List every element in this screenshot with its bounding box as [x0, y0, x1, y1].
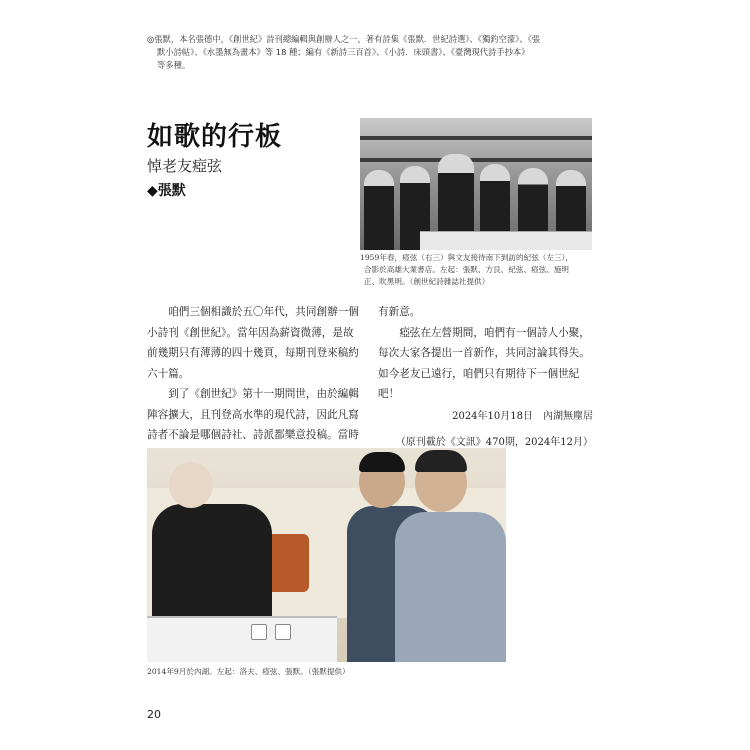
- bio-line-3: 等多種。: [157, 60, 191, 70]
- caption-line: 1959年春，瘂弦（右三）與文友接待南下到訪的紀弦（左三），: [360, 253, 573, 262]
- article-title: 如歌的行板: [147, 122, 283, 152]
- person-figure: [395, 512, 506, 662]
- body-paragraph: 咱們三個相識於五〇年代，共同創辦一個小詩刊《創世紀》。當年因為薪資微薄，是故前幾期只有薄薄的四十幾頁，每期刊登來稿約六十篇。: [147, 306, 359, 380]
- body-paragraph: 到了《創世紀》第十一期問世，由於編輯陣容擴大，且刊登高水準的現代詩，因此凡寫詩者不論是哪個詩社、詩派都樂意投稿。當時: [147, 388, 359, 441]
- person-hair: [359, 452, 405, 472]
- photo1-caption: [360, 252, 593, 288]
- teacup: [275, 624, 291, 640]
- article-subtitle: 悼老友瘂弦: [147, 157, 223, 175]
- signature-date: 2024年10月18日 內湖無塵居: [452, 410, 593, 422]
- body-column-right: [378, 302, 593, 454]
- title-block: [147, 116, 282, 176]
- author-bio-note: [147, 33, 602, 72]
- bookshelf-line: [360, 136, 592, 140]
- person-hair: [415, 450, 467, 472]
- caption-line: 正、吹黑明。（創世紀詩雜誌社提供）: [364, 277, 490, 286]
- bio-line-2: 默小詩帖》、《水墨無為畫本》等 18 種；編有《新詩三百首》、《小詩．床頭書》、《臺灣現代詩手抄本》: [157, 47, 530, 57]
- body-paragraph: 瘂弦在左營期間，咱們有一個詩人小聚，每次大家各提出一首新作，共同討論其得失。如今老友已遠行，咱們只有期待下一個世紀吧！: [378, 326, 590, 400]
- page-number: 20: [147, 708, 161, 721]
- source-note: （原刊載於《文訊》470期，2024年12月）: [395, 437, 593, 448]
- article-author: ◆張默: [147, 183, 186, 199]
- photo2-caption: 2014年9月於內湖。左起：洛夫、瘂弦、張默。（張默提供）: [147, 667, 350, 676]
- bio-line-1: ◎張默，本名張德中，《創世紀》詩刊總編輯與創辦人之一，著有詩集《張默．世紀詩選》、《獨釣空濛》、《張: [147, 34, 541, 44]
- coffee-table: [147, 616, 337, 662]
- group-photo-2014: [147, 448, 506, 662]
- group-photo-1959: [360, 118, 592, 250]
- person-head: [169, 462, 213, 508]
- caption-line: 合影於高雄大業書店。左起：張默、方艮、紀弦、瘂弦、施明: [364, 265, 570, 274]
- teacup: [251, 624, 267, 640]
- bookshelf-line: [360, 158, 592, 162]
- person-figure: [152, 504, 272, 624]
- body-paragraph: 有新意。: [378, 306, 421, 318]
- body-column-left: [147, 302, 362, 466]
- person-figure: [364, 170, 394, 250]
- desk: [420, 231, 592, 250]
